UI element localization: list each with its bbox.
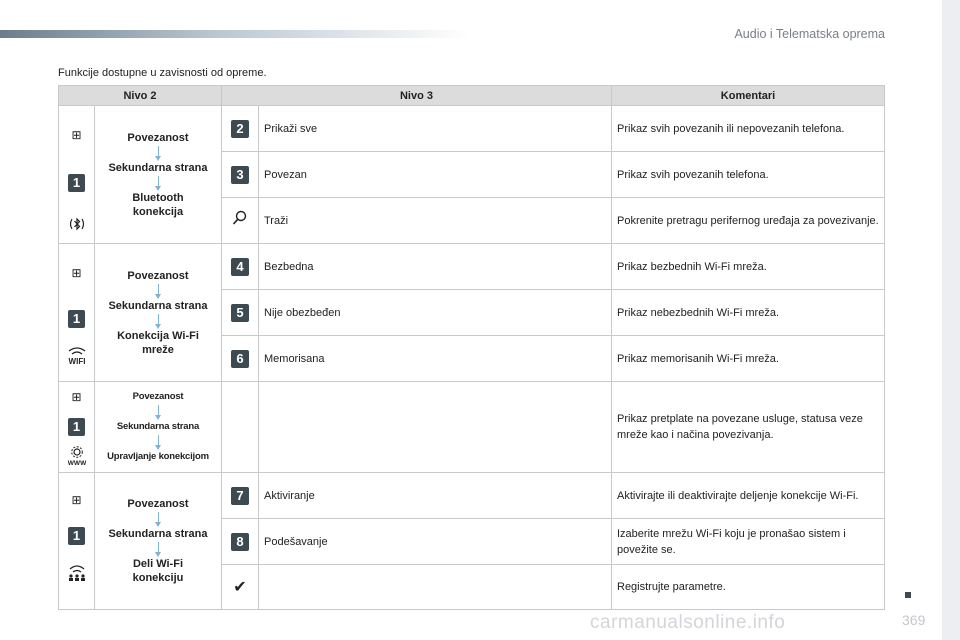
row-badge — [222, 198, 259, 244]
grid-icon: ⊞ — [71, 128, 82, 142]
table-row — [59, 244, 885, 290]
wifi-label: WIFI — [68, 357, 85, 365]
page-number: 369 — [902, 612, 926, 628]
badge-6: 6 — [231, 350, 249, 368]
nav-step: Povezanost — [132, 391, 184, 402]
arrow-down-icon — [158, 542, 159, 553]
arrow-down-icon — [158, 405, 159, 416]
badge-2: 2 — [231, 120, 249, 138]
grid-icon: ⊞ — [71, 493, 82, 507]
arrow-down-icon — [158, 176, 159, 187]
row-badge — [222, 565, 259, 610]
comment-text: Izaberite mrežu Wi-Fi koju je pronašao sistem i povežite se. — [612, 519, 885, 565]
row-badge — [222, 519, 259, 565]
arrow-down-icon — [158, 435, 159, 446]
level3-label: Memorisana — [259, 336, 612, 382]
row-badge — [222, 473, 259, 519]
comment-text: Prikaz bezbednih Wi-Fi mreža. — [612, 244, 885, 290]
nav-step: Povezanost — [127, 131, 189, 144]
badge-1: 1 — [68, 527, 85, 545]
arrow-down-icon — [158, 512, 159, 523]
nav-path-bluetooth — [95, 106, 222, 244]
row-badge — [222, 244, 259, 290]
watermark-text: carmanualsonline.info — [590, 612, 786, 633]
table-row — [59, 473, 885, 519]
nav-step: Upravljanje konekcijom — [107, 451, 209, 462]
nav-step: Konekcija Wi-Fi mreže — [117, 329, 199, 356]
share-wifi-icon — [59, 564, 94, 585]
comment-text: Pokrenite pretragu perifernog uređaja za povezivanje. — [612, 198, 885, 244]
nav-step: Bluetooth konekcija — [132, 191, 184, 218]
intro-text: Funkcije dostupne u zavisnosti od opreme. — [58, 67, 267, 79]
group-icons-bluetooth — [59, 106, 95, 244]
nav-step: Sekundarna strana — [108, 161, 208, 174]
level3-label: Nije obezbeđen — [259, 290, 612, 336]
level3-label: Aktiviranje — [259, 473, 612, 519]
arrow-down-icon — [158, 146, 159, 157]
comment-text: Prikaz memorisanih Wi-Fi mreža. — [612, 336, 885, 382]
comment-text: Registrujte parametre. — [612, 565, 885, 610]
group-icons-wifi — [59, 244, 95, 382]
table-header-row — [59, 86, 885, 106]
header-bar — [0, 30, 470, 38]
nav-step: Povezanost — [127, 269, 189, 282]
level3-label: Podešavanje — [259, 519, 612, 565]
nav-path-connection-management — [95, 382, 222, 473]
page-marker — [905, 592, 911, 598]
level3-label — [259, 382, 612, 473]
grid-icon: ⊞ — [71, 266, 82, 280]
checkmark-icon: ✔ — [233, 579, 247, 596]
column-header-comments: Komentari — [612, 86, 885, 106]
level3-label: Bezbedna — [259, 244, 612, 290]
level3-label — [259, 565, 612, 610]
grid-icon: ⊞ — [71, 390, 82, 404]
group-icons-share-wifi — [59, 473, 95, 610]
nav-step: Sekundarna strana — [108, 528, 208, 540]
www-gear-icon — [59, 446, 94, 469]
badge-4: 4 — [231, 258, 249, 276]
level3-label: Povezan — [259, 152, 612, 198]
comment-text: Aktivirajte ili deaktivirajte deljenje konekcije Wi-Fi. — [612, 473, 885, 519]
table-row — [59, 106, 885, 152]
arrow-down-icon — [158, 314, 159, 325]
comment-text: Prikaz svih povezanih telefona. — [612, 152, 885, 198]
row-badge — [222, 152, 259, 198]
nav-step: Deli Wi-Fi konekciju — [132, 558, 184, 584]
nav-path-share-wifi — [95, 473, 222, 610]
column-header-level2: Nivo 2 — [59, 86, 222, 106]
page-edge-strip — [942, 0, 960, 640]
badge-5: 5 — [231, 304, 249, 322]
badge-8: 8 — [231, 533, 249, 551]
badge-3: 3 — [231, 166, 249, 184]
wifi-icon — [59, 347, 94, 368]
nav-step: Sekundarna strana — [116, 421, 200, 432]
table-row — [59, 382, 885, 473]
row-badge — [222, 106, 259, 152]
search-icon — [232, 213, 248, 230]
comment-text: Prikaz nebezbednih Wi-Fi mreža. — [612, 290, 885, 336]
comment-text: Prikaz svih povezanih ili nepovezanih telefona. — [612, 106, 885, 152]
functions-table — [58, 85, 885, 610]
group-icons-connection-management — [59, 382, 95, 473]
level3-label: Prikaži sve — [259, 106, 612, 152]
arrow-down-icon — [158, 284, 159, 295]
row-badge — [222, 382, 259, 473]
page-section-title: Audio i Telematska oprema — [734, 27, 885, 41]
badge-1: 1 — [68, 418, 85, 436]
nav-path-wifi — [95, 244, 222, 382]
row-badge — [222, 290, 259, 336]
badge-1: 1 — [68, 310, 85, 328]
comment-text: Prikaz pretplate na povezane usluge, statusa veze mreže kao i načina povezivanja. — [612, 382, 885, 473]
column-header-level3: Nivo 3 — [222, 86, 612, 106]
level3-label: Traži — [259, 198, 612, 244]
www-label: WWW — [67, 460, 86, 466]
bluetooth-icon — [59, 216, 94, 235]
row-badge — [222, 336, 259, 382]
nav-step: Povezanost — [127, 498, 189, 510]
nav-step: Sekundarna strana — [108, 299, 208, 312]
badge-7: 7 — [231, 487, 249, 505]
badge-1: 1 — [68, 174, 85, 192]
